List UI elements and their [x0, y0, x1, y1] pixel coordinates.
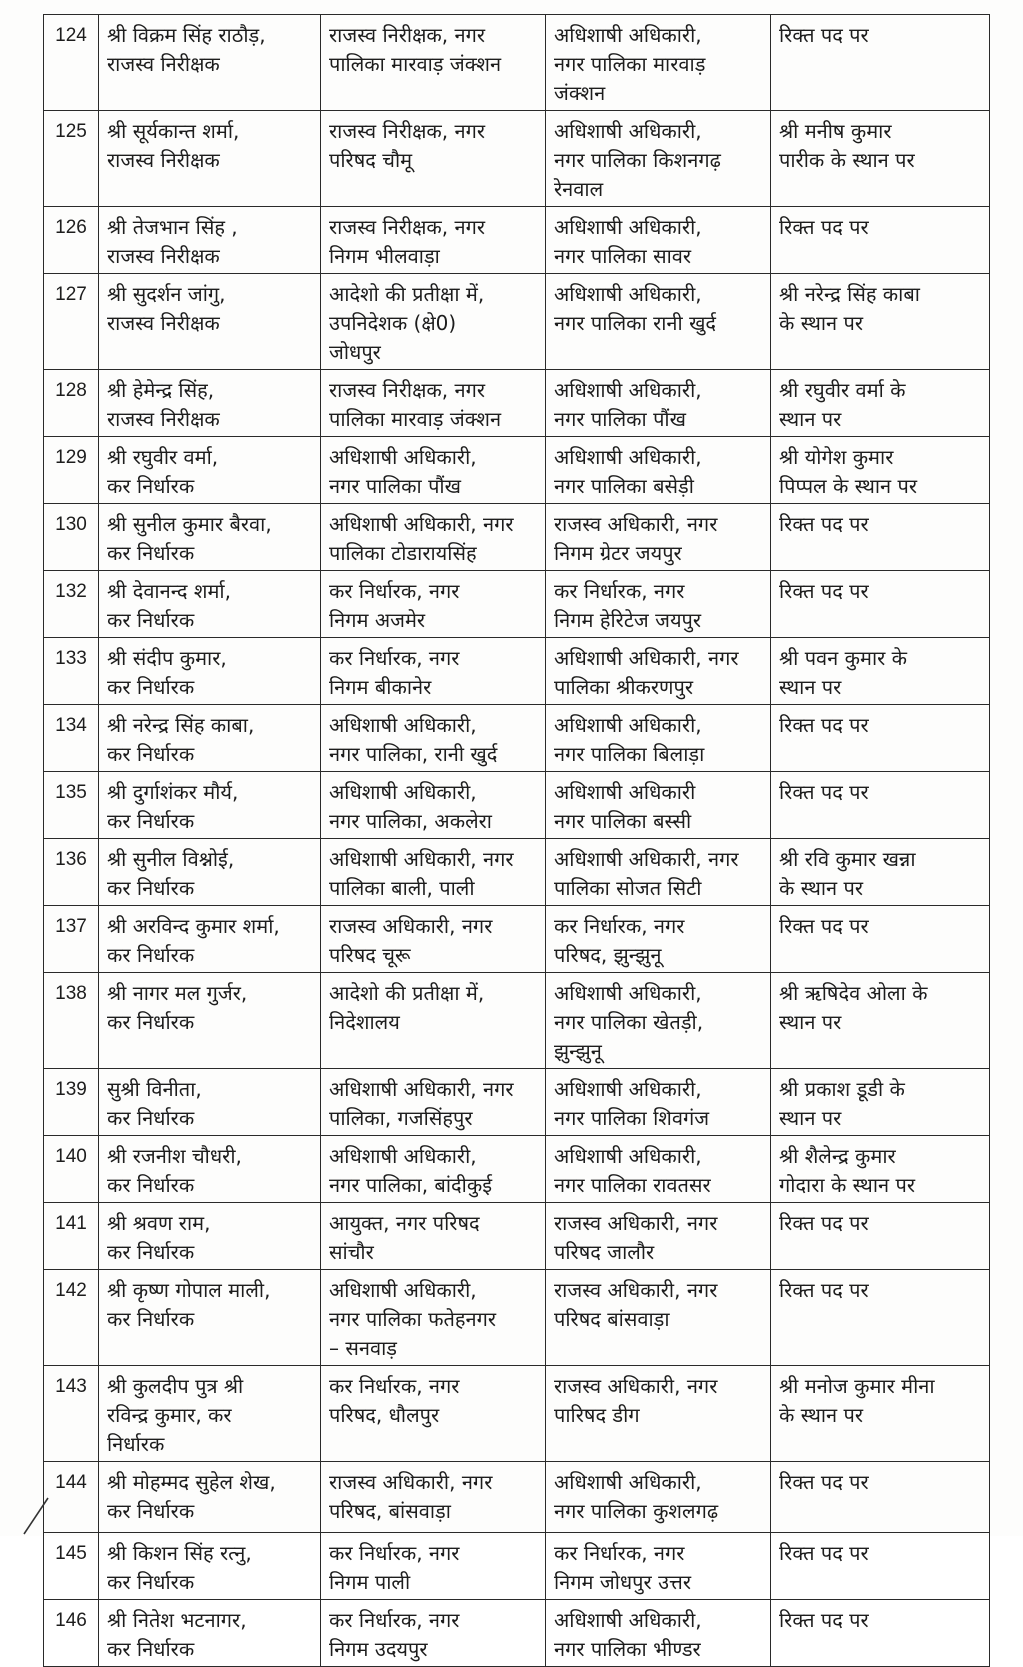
remark-cell: रिक्त पद पर: [771, 207, 990, 274]
pen-stroke-mark: [18, 1496, 58, 1536]
remark-cell: श्री शैलेन्द्र कुमार गोदारा के स्थान पर: [771, 1136, 990, 1203]
table-row: [44, 1366, 990, 1462]
table-row: [44, 906, 990, 973]
serial-number-cell: 146: [44, 1600, 99, 1667]
current-posting-cell: अधिशाषी अधिकारी, नगर पालिका फतेहनगर – सनवाड़: [321, 1270, 546, 1366]
table-row: [44, 437, 990, 504]
new-posting-cell: अधिशाषी अधिकारी, नगर पालिका पौंख: [546, 370, 771, 437]
new-posting-cell: अधिशाषी अधिकारी, नगर पालिका रानी खुर्द: [546, 274, 771, 370]
employee-name-cell: सुश्री विनीता, कर निर्धारक: [99, 1069, 321, 1136]
new-posting-cell: अधिशाषी अधिकारी, नगर पालिका रावतसर: [546, 1136, 771, 1203]
current-posting-cell: कर निर्धारक, नगर निगम पाली: [321, 1533, 546, 1600]
remark-cell: श्री रघुवीर वर्मा के स्थान पर: [771, 370, 990, 437]
current-posting-cell: राजस्व निरीक्षक, नगर पालिका मारवाड़ जंक्शन: [321, 370, 546, 437]
current-posting-cell: राजस्व अधिकारी, नगर परिषद, बांसवाड़ा: [321, 1462, 546, 1533]
remark-cell: रिक्त पद पर: [771, 504, 990, 571]
table-row: [44, 111, 990, 207]
serial-number-cell: 138: [44, 973, 99, 1069]
remark-cell: श्री रवि कुमार खन्ना के स्थान पर: [771, 839, 990, 906]
employee-name-cell: श्री किशन सिंह रत्नु, कर निर्धारक: [99, 1533, 321, 1600]
current-posting-cell: कर निर्धारक, नगर निगम उदयपुर: [321, 1600, 546, 1667]
new-posting-cell: अधिशाषी अधिकारी, नगर पालिका किशनगढ़ रेनवाल: [546, 111, 771, 207]
table-row: [44, 1136, 990, 1203]
employee-name-cell: श्री नितेश भटनागर, कर निर्धारक: [99, 1600, 321, 1667]
table-row: [44, 973, 990, 1069]
serial-number-cell: 129: [44, 437, 99, 504]
new-posting-cell: अधिशाषी अधिकारी, नगर पालिका भीण्डर: [546, 1600, 771, 1667]
current-posting-cell: अधिशाषी अधिकारी, नगर पालिका बाली, पाली: [321, 839, 546, 906]
new-posting-cell: कर निर्धारक, नगर निगम हेरिटेज जयपुर: [546, 571, 771, 638]
remark-cell: रिक्त पद पर: [771, 1600, 990, 1667]
current-posting-cell: अधिशाषी अधिकारी, नगर पालिका, गजसिंहपुर: [321, 1069, 546, 1136]
employee-name-cell: श्री नरेन्द्र सिंह काबा, कर निर्धारक: [99, 705, 321, 772]
remark-cell: श्री ऋषिदेव ओला के स्थान पर: [771, 973, 990, 1069]
employee-name-cell: श्री सुनील कुमार बैरवा, कर निर्धारक: [99, 504, 321, 571]
current-posting-cell: अधिशाषी अधिकारी, नगर पालिका, बांदीकुई: [321, 1136, 546, 1203]
serial-number-cell: 137: [44, 906, 99, 973]
new-posting-cell: कर निर्धारक, नगर परिषद, झुन्झुनू: [546, 906, 771, 973]
table-row: [44, 370, 990, 437]
new-posting-cell: राजस्व अधिकारी, नगर निगम ग्रेटर जयपुर: [546, 504, 771, 571]
serial-number-cell: 126: [44, 207, 99, 274]
table-row: [44, 1462, 990, 1533]
employee-name-cell: श्री देवानन्द शर्मा, कर निर्धारक: [99, 571, 321, 638]
new-posting-cell: अधिशाषी अधिकारी नगर पालिका बस्सी: [546, 772, 771, 839]
new-posting-cell: अधिशाषी अधिकारी, नगर पालिका शिवगंज: [546, 1069, 771, 1136]
remark-cell: रिक्त पद पर: [771, 15, 990, 111]
serial-number-cell: 135: [44, 772, 99, 839]
current-posting-cell: आदेशो की प्रतीक्षा में, उपनिदेशक (क्षे0) जोधपुर: [321, 274, 546, 370]
table-row: [44, 772, 990, 839]
new-posting-cell: अधिशाषी अधिकारी, नगर पालिका बिलाड़ा: [546, 705, 771, 772]
remark-cell: रिक्त पद पर: [771, 571, 990, 638]
current-posting-cell: अधिशाषी अधिकारी, नगर पालिका पौंख: [321, 437, 546, 504]
table-body: [44, 15, 990, 1667]
remark-cell: रिक्त पद पर: [771, 1270, 990, 1366]
serial-number-cell: 136: [44, 839, 99, 906]
current-posting-cell: राजस्व निरीक्षक, नगर परिषद चौमू: [321, 111, 546, 207]
serial-number-cell: 142: [44, 1270, 99, 1366]
employee-name-cell: श्री विक्रम सिंह राठौड़, राजस्व निरीक्षक: [99, 15, 321, 111]
table-row: [44, 705, 990, 772]
employee-name-cell: श्री सुदर्शन जांगु, राजस्व निरीक्षक: [99, 274, 321, 370]
new-posting-cell: कर निर्धारक, नगर निगम जोधपुर उत्तर: [546, 1533, 771, 1600]
serial-number-cell: 134: [44, 705, 99, 772]
new-posting-cell: अधिशाषी अधिकारी, नगर पालिका सोजत सिटी: [546, 839, 771, 906]
current-posting-cell: राजस्व निरीक्षक, नगर निगम भीलवाड़ा: [321, 207, 546, 274]
new-posting-cell: अधिशाषी अधिकारी, नगर पालिका कुशलगढ़: [546, 1462, 771, 1533]
current-posting-cell: अधिशाषी अधिकारी, नगर पालिका टोडारायसिंह: [321, 504, 546, 571]
current-posting-cell: अधिशाषी अधिकारी, नगर पालिका, अकलेरा: [321, 772, 546, 839]
table-row: [44, 1533, 990, 1600]
employee-name-cell: श्री श्रवण राम, कर निर्धारक: [99, 1203, 321, 1270]
remark-cell: रिक्त पद पर: [771, 906, 990, 973]
serial-number-cell: 140: [44, 1136, 99, 1203]
remark-cell: रिक्त पद पर: [771, 1462, 990, 1533]
serial-number-cell: 143: [44, 1366, 99, 1462]
remark-cell: श्री पवन कुमार के स्थान पर: [771, 638, 990, 705]
table-row: [44, 1069, 990, 1136]
serial-number-cell: 125: [44, 111, 99, 207]
new-posting-cell: राजस्व अधिकारी, नगर पारिषद डीग: [546, 1366, 771, 1462]
new-posting-cell: अधिशाषी अधिकारी, नगर पालिका सावर: [546, 207, 771, 274]
current-posting-cell: आदेशो की प्रतीक्षा में, निदेशालय: [321, 973, 546, 1069]
serial-number-cell: 145: [44, 1533, 99, 1600]
remark-cell: रिक्त पद पर: [771, 1203, 990, 1270]
employee-name-cell: श्री रजनीश चौधरी, कर निर्धारक: [99, 1136, 321, 1203]
table-row: [44, 1203, 990, 1270]
employee-name-cell: श्री मोहम्मद सुहेल शेख, कर निर्धारक: [99, 1462, 321, 1533]
remark-cell: श्री प्रकाश डूडी के स्थान पर: [771, 1069, 990, 1136]
employee-name-cell: श्री नागर मल गुर्जर, कर निर्धारक: [99, 973, 321, 1069]
serial-number-cell: 124: [44, 15, 99, 111]
table-row: [44, 1270, 990, 1366]
employee-name-cell: श्री संदीप कुमार, कर निर्धारक: [99, 638, 321, 705]
current-posting-cell: अधिशाषी अधिकारी, नगर पालिका, रानी खुर्द: [321, 705, 546, 772]
new-posting-cell: राजस्व अधिकारी, नगर परिषद बांसवाड़ा: [546, 1270, 771, 1366]
serial-number-cell: 144: [44, 1462, 99, 1533]
current-posting-cell: कर निर्धारक, नगर निगम बीकानेर: [321, 638, 546, 705]
remark-cell: श्री मनोज कुमार मीना के स्थान पर: [771, 1366, 990, 1462]
employee-name-cell: श्री रघुवीर वर्मा, कर निर्धारक: [99, 437, 321, 504]
remark-cell: श्री नरेन्द्र सिंह काबा के स्थान पर: [771, 274, 990, 370]
table-row: [44, 274, 990, 370]
serial-number-cell: 132: [44, 571, 99, 638]
employee-name-cell: श्री सूर्यकान्त शर्मा, राजस्व निरीक्षक: [99, 111, 321, 207]
new-posting-cell: अधिशाषी अधिकारी, नगर पालिका खेतड़ी, झुन्झुनू: [546, 973, 771, 1069]
remark-cell: श्री योगेश कुमार पिप्पल के स्थान पर: [771, 437, 990, 504]
employee-name-cell: श्री दुर्गाशंकर मौर्य, कर निर्धारक: [99, 772, 321, 839]
employee-name-cell: श्री सुनील विश्नोई, कर निर्धारक: [99, 839, 321, 906]
employee-name-cell: श्री कुलदीप पुत्र श्री रविन्द्र कुमार, कर निर्धारक: [99, 1366, 321, 1462]
table-row: [44, 15, 990, 111]
new-posting-cell: अधिशाषी अधिकारी, नगर पालिका मारवाड़ जंक्शन: [546, 15, 771, 111]
remark-cell: रिक्त पद पर: [771, 1533, 990, 1600]
serial-number-cell: 127: [44, 274, 99, 370]
transfer-order-table: [43, 14, 990, 1667]
employee-name-cell: श्री कृष्ण गोपाल माली, कर निर्धारक: [99, 1270, 321, 1366]
table-row: [44, 638, 990, 705]
current-posting-cell: आयुक्त, नगर परिषद सांचौर: [321, 1203, 546, 1270]
table-row: [44, 504, 990, 571]
remark-cell: श्री मनीष कुमार पारीक के स्थान पर: [771, 111, 990, 207]
serial-number-cell: 128: [44, 370, 99, 437]
employee-name-cell: श्री तेजभान सिंह , राजस्व निरीक्षक: [99, 207, 321, 274]
table-row: [44, 571, 990, 638]
serial-number-cell: 139: [44, 1069, 99, 1136]
new-posting-cell: अधिशाषी अधिकारी, नगर पालिका श्रीकरणपुर: [546, 638, 771, 705]
serial-number-cell: 141: [44, 1203, 99, 1270]
remark-cell: रिक्त पद पर: [771, 705, 990, 772]
table-row: [44, 839, 990, 906]
new-posting-cell: अधिशाषी अधिकारी, नगर पालिका बसेड़ी: [546, 437, 771, 504]
current-posting-cell: कर निर्धारक, नगर निगम अजमेर: [321, 571, 546, 638]
current-posting-cell: कर निर्धारक, नगर परिषद, धौलपुर: [321, 1366, 546, 1462]
current-posting-cell: राजस्व निरीक्षक, नगर पालिका मारवाड़ जंक्शन: [321, 15, 546, 111]
table-row: [44, 207, 990, 274]
current-posting-cell: राजस्व अधिकारी, नगर परिषद चूरू: [321, 906, 546, 973]
new-posting-cell: राजस्व अधिकारी, नगर परिषद जालौर: [546, 1203, 771, 1270]
employee-name-cell: श्री हेमेन्द्र सिंह, राजस्व निरीक्षक: [99, 370, 321, 437]
remark-cell: रिक्त पद पर: [771, 772, 990, 839]
serial-number-cell: 130: [44, 504, 99, 571]
employee-name-cell: श्री अरविन्द कुमार शर्मा, कर निर्धारक: [99, 906, 321, 973]
serial-number-cell: 133: [44, 638, 99, 705]
table-row: [44, 1600, 990, 1667]
